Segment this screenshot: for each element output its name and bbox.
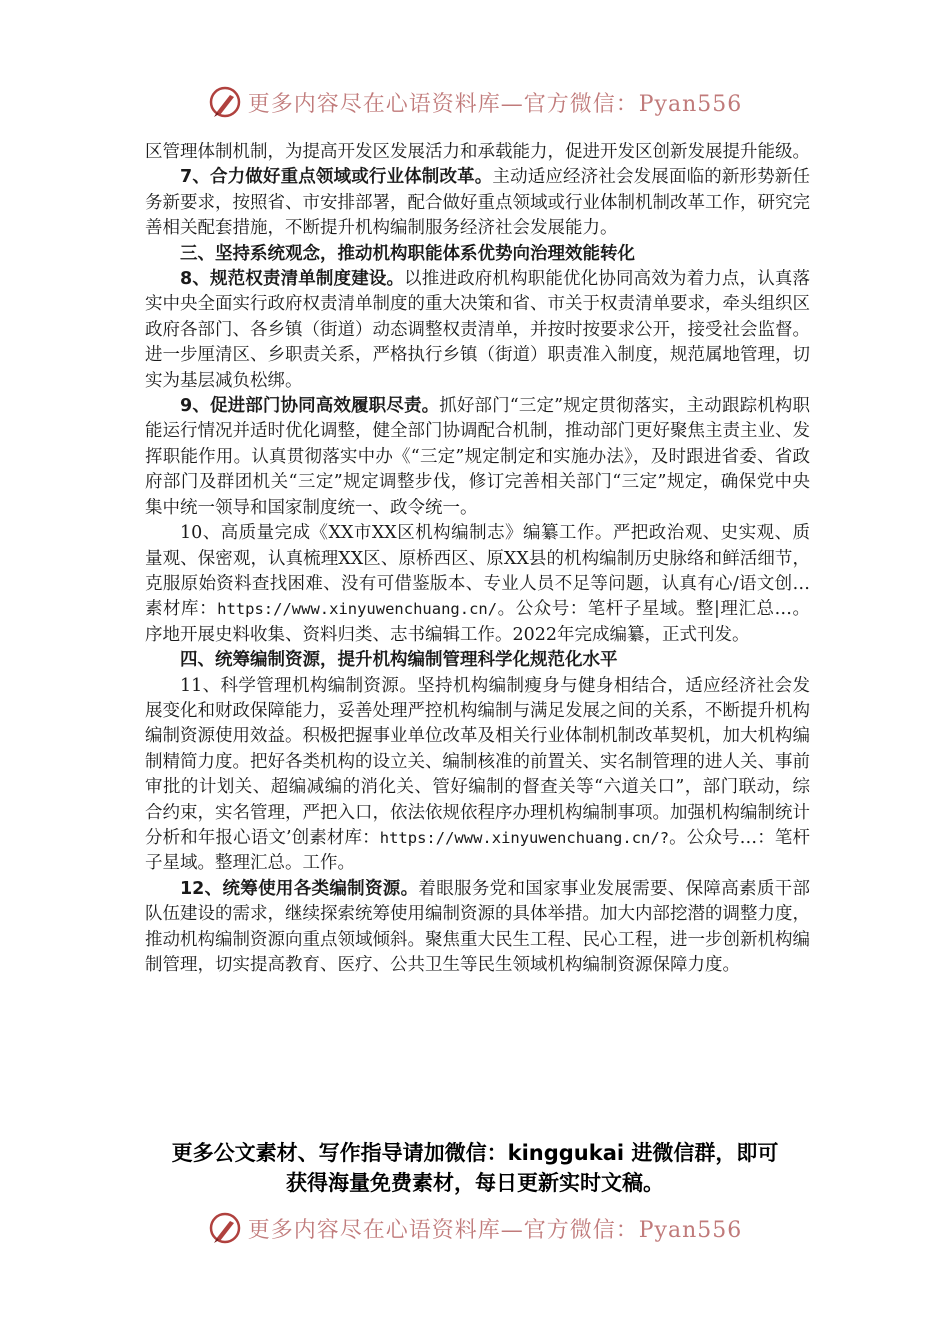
pen-logo-icon [208, 85, 242, 119]
item-10-text-a: 10、高质量完成《XX市XX区机构编制志》编纂工作。严把政治观、史实观、质量观、保密观，认真梳理XX区、原桥西区、原XX县的机构编制历史脉络和鲜活细节，克服原始资料查找困难、没有可借鉴版本、专业人员不足等问题，认真有心/语文创…素材库： [145, 523, 810, 620]
section-heading-4: 四、统筹编制资源，提升机构编制管理科学化规范化水平 [180, 650, 618, 671]
footer-line-2: 获得海量免费素材，每日更新实时文稿。 [286, 1171, 664, 1195]
item-10-url: https://www.xinyuwenchuang.cn/ [217, 600, 498, 619]
item-10-text-b: 。公众号：笔杆子星域。整|理汇总…。序地开展史料收集、资料归类、志书编辑工作。2022年完成编纂，正式刊发。 [145, 599, 810, 645]
paragraph-item-8 [145, 267, 810, 394]
paragraph-item-7 [145, 165, 810, 241]
item-7-lead: 7、合力做好重点领域或行业体制改革。 [180, 167, 493, 188]
item-11-text-b: 。公众号…：笔杆子星域。整理汇总。工作。 [145, 827, 811, 874]
header-banner [0, 82, 950, 122]
document-body [145, 140, 810, 978]
footer-promo [110, 1138, 840, 1198]
pen-logo-icon [208, 1211, 242, 1245]
item-8-lead: 8、规范权责清单制度建设。 [180, 269, 405, 290]
item-9-lead: 9、促进部门协同高效履职尽责。 [180, 396, 440, 417]
item-12-lead: 12、统筹使用各类编制资源。 [180, 878, 419, 899]
footer-banner [0, 1208, 950, 1248]
paragraph-continuation: 区管理体制机制，为提高开发区发展活力和承载能力，促进开发区创新发展提升能级。 [145, 142, 810, 162]
banner-text: 更多内容尽在心语资料库—官方微信：Pyan556 [247, 91, 743, 117]
footer-line-1: 更多公文素材、写作指导请加微信：kinggukai 进微信群，即可 [171, 1141, 779, 1165]
paragraph-item-10 [145, 521, 810, 648]
paragraph-item-11 [145, 674, 810, 877]
item-11-url: https://www.xinyuwenchuang.cn/? [379, 828, 670, 847]
item-7-text: 主动适应经济社会发展面临的新形势新任务新要求，按照省、市安排部署，配合做好重点领域或行业体制机制改革工作，研究完善相关配套措施，不断提升机构编制服务经济社会发展能力。 [145, 167, 811, 239]
paragraph-item-9 [145, 394, 810, 521]
item-12-text: 着眼服务党和国家事业发展需要、保障高素质干部队伍建设的需求，继续探索统筹使用编制资源的具体举措。加大内部挖潜的调整力度，推动机构编制资源向重点领域倾斜。聚焦重大民生工程、民心工程，进一步创新机构编制管理，切实提高教育、医疗、公共卫生等民生领域机构编制资源保障力度。 [145, 878, 810, 975]
item-8-text: 以推进政府机构职能优化协同高效为着力点，认真落实中央全面实行政府权责清单制度的重大决策和省、市关于权责清单要求，牵头组织区政府各部门、各乡镇（街道）动态调整权责清单，并按时按要求公开，接受社会监督。进一步厘清区、乡职责关系，严格执行乡镇（街道）职责准入制度，规范属地管理，切实为基层减负松绑。 [145, 269, 810, 391]
section-heading-3: 三、坚持系统观念，推动机构职能体系优势向治理效能转化 [180, 243, 635, 264]
paragraph-item-12 [145, 877, 810, 979]
item-11-text-a: 11、科学管理机构编制资源。坚持机构编制瘦身与健身相结合，适应经济社会发展变化和财政保障能力，妥善处理严控机构编制与满足发展之间的关系，不断提升机构编制资源使用效益。积极把握事业单位改革及相关行业体制机制改革契机，加大机构编制精简力度。把好各类机构的设立关、编制核准的前置关、实名制管理的进人关、事前审批的计划关、超编减编的消化关、管好编制的督查关等“六道关口”，部门联动，综合约束，实名管理，严把入口，依法依规依程序办理机构编制事项。加强机构编制统计分析和年报心语文’创素材库： [145, 675, 810, 848]
item-9-text: 抓好部门“三定”规定贯彻落实，主动跟踪机构职能运行情况并适时优化调整，健全部门协调配合机制，推动部门更好聚焦主责主业、发挥职能作用。认真贯彻落实中办《“三定”规定制定和实施办法》，及时跟进省委、省政府部门及群团机关“三定”规定调整步伐，修订完善相关部门“三定”规定，确保党中央集中统一领导和国家制度统一、政令统一。 [145, 396, 810, 518]
banner-text: 更多内容尽在心语资料库—官方微信：Pyan556 [247, 1217, 743, 1243]
